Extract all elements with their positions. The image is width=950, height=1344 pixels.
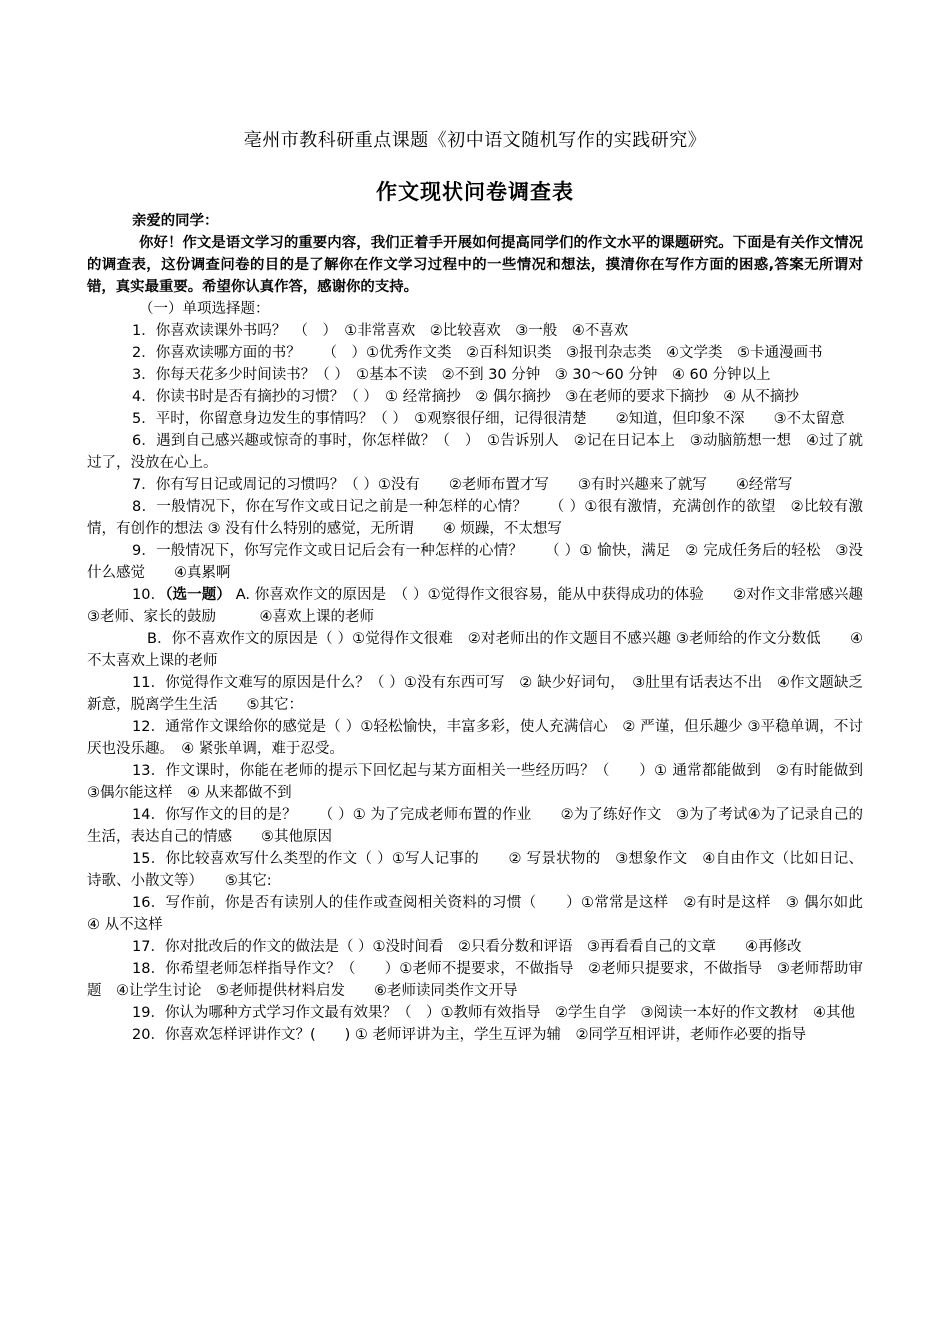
- question-7: 7．你有写日记或周记的习惯吗？（ ）①没有 ②老师布置才写 ③有时兴趣来了就写 ④经常写: [132, 477, 793, 493]
- question-9: 9．一般情况下，你写完作文或日记后会有一种怎样的心情？ （ ）① 愉快，满足 ② 完成任务后的轻松 ③没什么感觉 ④真累啊: [87, 543, 863, 581]
- question-6: 6．遇到自己感兴趣或惊奇的事时，你怎样做？（ ） ①告诉别人 ②记在日记本上 ③动脑筋想一想 ④过了就过了，没放在心上。: [87, 433, 863, 471]
- question-10-number: 10．: [132, 587, 166, 603]
- greeting: 亲爱的同学：: [132, 213, 219, 229]
- question-5: 5．平时，你留意身边发生的事情吗？（ ） ①观察很仔细，记得很清楚 ②知道，但印象不深 ③不太留意: [132, 411, 845, 427]
- question-10-choose-one: （选一题）: [165, 587, 232, 603]
- question-4: 4．你读书时是否有摘抄的习惯？（ ） ① 经常摘抄 ② 偶尔摘抄 ③在老师的要求下摘抄 ④ 从不摘抄: [132, 389, 799, 405]
- section-heading: （一）单项选择题：: [139, 301, 270, 317]
- question-8: 8．一般情况下，你在写作文或日记之前是一种怎样的心情？ （ ）①很有激情，充满创作的欲望 ②比较有激情，有创作的想法 ③ 没有什么特别的感觉，无所谓 ④ 烦躁，不太想写: [87, 499, 863, 537]
- question-15: 15．你比较喜欢写什么类型的作文（ ）①写人记事的 ② 写景状物的 ③想象作文 ④自由作文（比如日记、诗歌、小散文等） ⑤其它:: [87, 851, 863, 889]
- intro-paragraph: 你好！作文是语文学习的重要内容，我们正着手开展如何提高同学们的作文水平的课题研究。下面是有关作文情况的调查表，这份调查问卷的目的是了解你在作文学习过程中的一些情况和想法，摸清你在写作方面的困惑,答案无所谓对错，真实最重要。希望你认真作答，感谢你的支持。: [87, 235, 863, 295]
- question-10b: B．你不喜欢作文的原因是（ ）①觉得作文很难 ②对老师出的作文题目不感兴趣 ③老师给的作文分数低 ④不太喜欢上课的老师: [87, 631, 863, 669]
- document-subtitle: 亳州市教科研重点课题《初中语文随机写作的实践研究》: [243, 130, 707, 151]
- question-13: 13．作文课时，你能在老师的提示下回忆起与某方面相关一些经历吗？（ ）① 通常都能做到 ②有时能做到 ③偶尔能这样 ④ 从来都做不到: [87, 763, 878, 801]
- question-12: 12．通常作文课给你的感觉是（ ）①轻松愉快，丰富多彩，使人充满信心 ② 严谨，但乐趣少 ③平稳单调，不讨厌也没乐趣。 ④ 紧张单调，难于忍受。: [87, 719, 863, 757]
- question-2: 2．你喜欢读哪方面的书？ （ ）①优秀作文类 ②百科知识类 ③报刊杂志类 ④文学类 ⑤卡通漫画书: [132, 345, 823, 361]
- document-title: 作文现状问卷调查表: [376, 179, 574, 204]
- question-20: 20．你喜欢怎样评讲作文？( ) ① 老师评讲为主，学生互评为辅 ②同学互相评讲，老师作必要的指导: [132, 1027, 806, 1043]
- question-18: 18．你希望老师怎样指导作文？（ ）①老师不提要求，不做指导 ②老师只提要求，不做指导 ③老师帮助审题 ④让学生讨论 ⑤老师提供材料启发 ⑥老师读同类作文开导: [87, 961, 863, 999]
- question-19: 19．你认为哪种方式学习作文最有效果？（ ）①教师有效指导 ②学生自学 ③阅读一本好的作文教材 ④其他: [132, 1005, 855, 1021]
- document-page: [87, 128, 878, 1046]
- question-14: 14．你写作文的目的是？ （ ）① 为了完成老师布置的作业 ②为了练好作文 ③为了考试④为了记录自己的生活，表达自己的情感 ⑤其他原因: [87, 807, 863, 845]
- question-11: 11．你觉得作文难写的原因是什么？（ ）①没有东西可写 ② 缺少好词句， ③肚里有话表达不出 ④作文题缺乏新意，脱离学生生活 ⑤其它：: [87, 675, 863, 713]
- question-16: 16．写作前，你是否有读别人的佳作或查阅相关资料的习惯（ ）①常常是这样 ②有时是这样 ③ 偶尔如此 ④ 从不这样: [87, 895, 878, 933]
- question-10a: [87, 584, 878, 628]
- question-1: 1．你喜欢读课外书吗？ （ ） ①非常喜欢 ②比较喜欢 ③一般 ④不喜欢: [132, 323, 629, 339]
- question-10a-text: A. 你喜欢作文的原因是 （ ）①觉得作文很容易，能从中获得成功的体验 ②对作文非常感兴趣 ③老师、家长的鼓励 ④喜欢上课的老师: [87, 587, 878, 625]
- question-17: 17．你对批改后的作文的做法是（ ）①没时间看 ②只看分数和评语 ③再看看自己的文章 ④再修改: [132, 939, 802, 955]
- question-3: 3．你每天花多少时间读书？（ ） ①基本不读 ②不到 30 分钟 ③ 30～60 分钟 ④ 60 分钟以上: [132, 367, 771, 383]
